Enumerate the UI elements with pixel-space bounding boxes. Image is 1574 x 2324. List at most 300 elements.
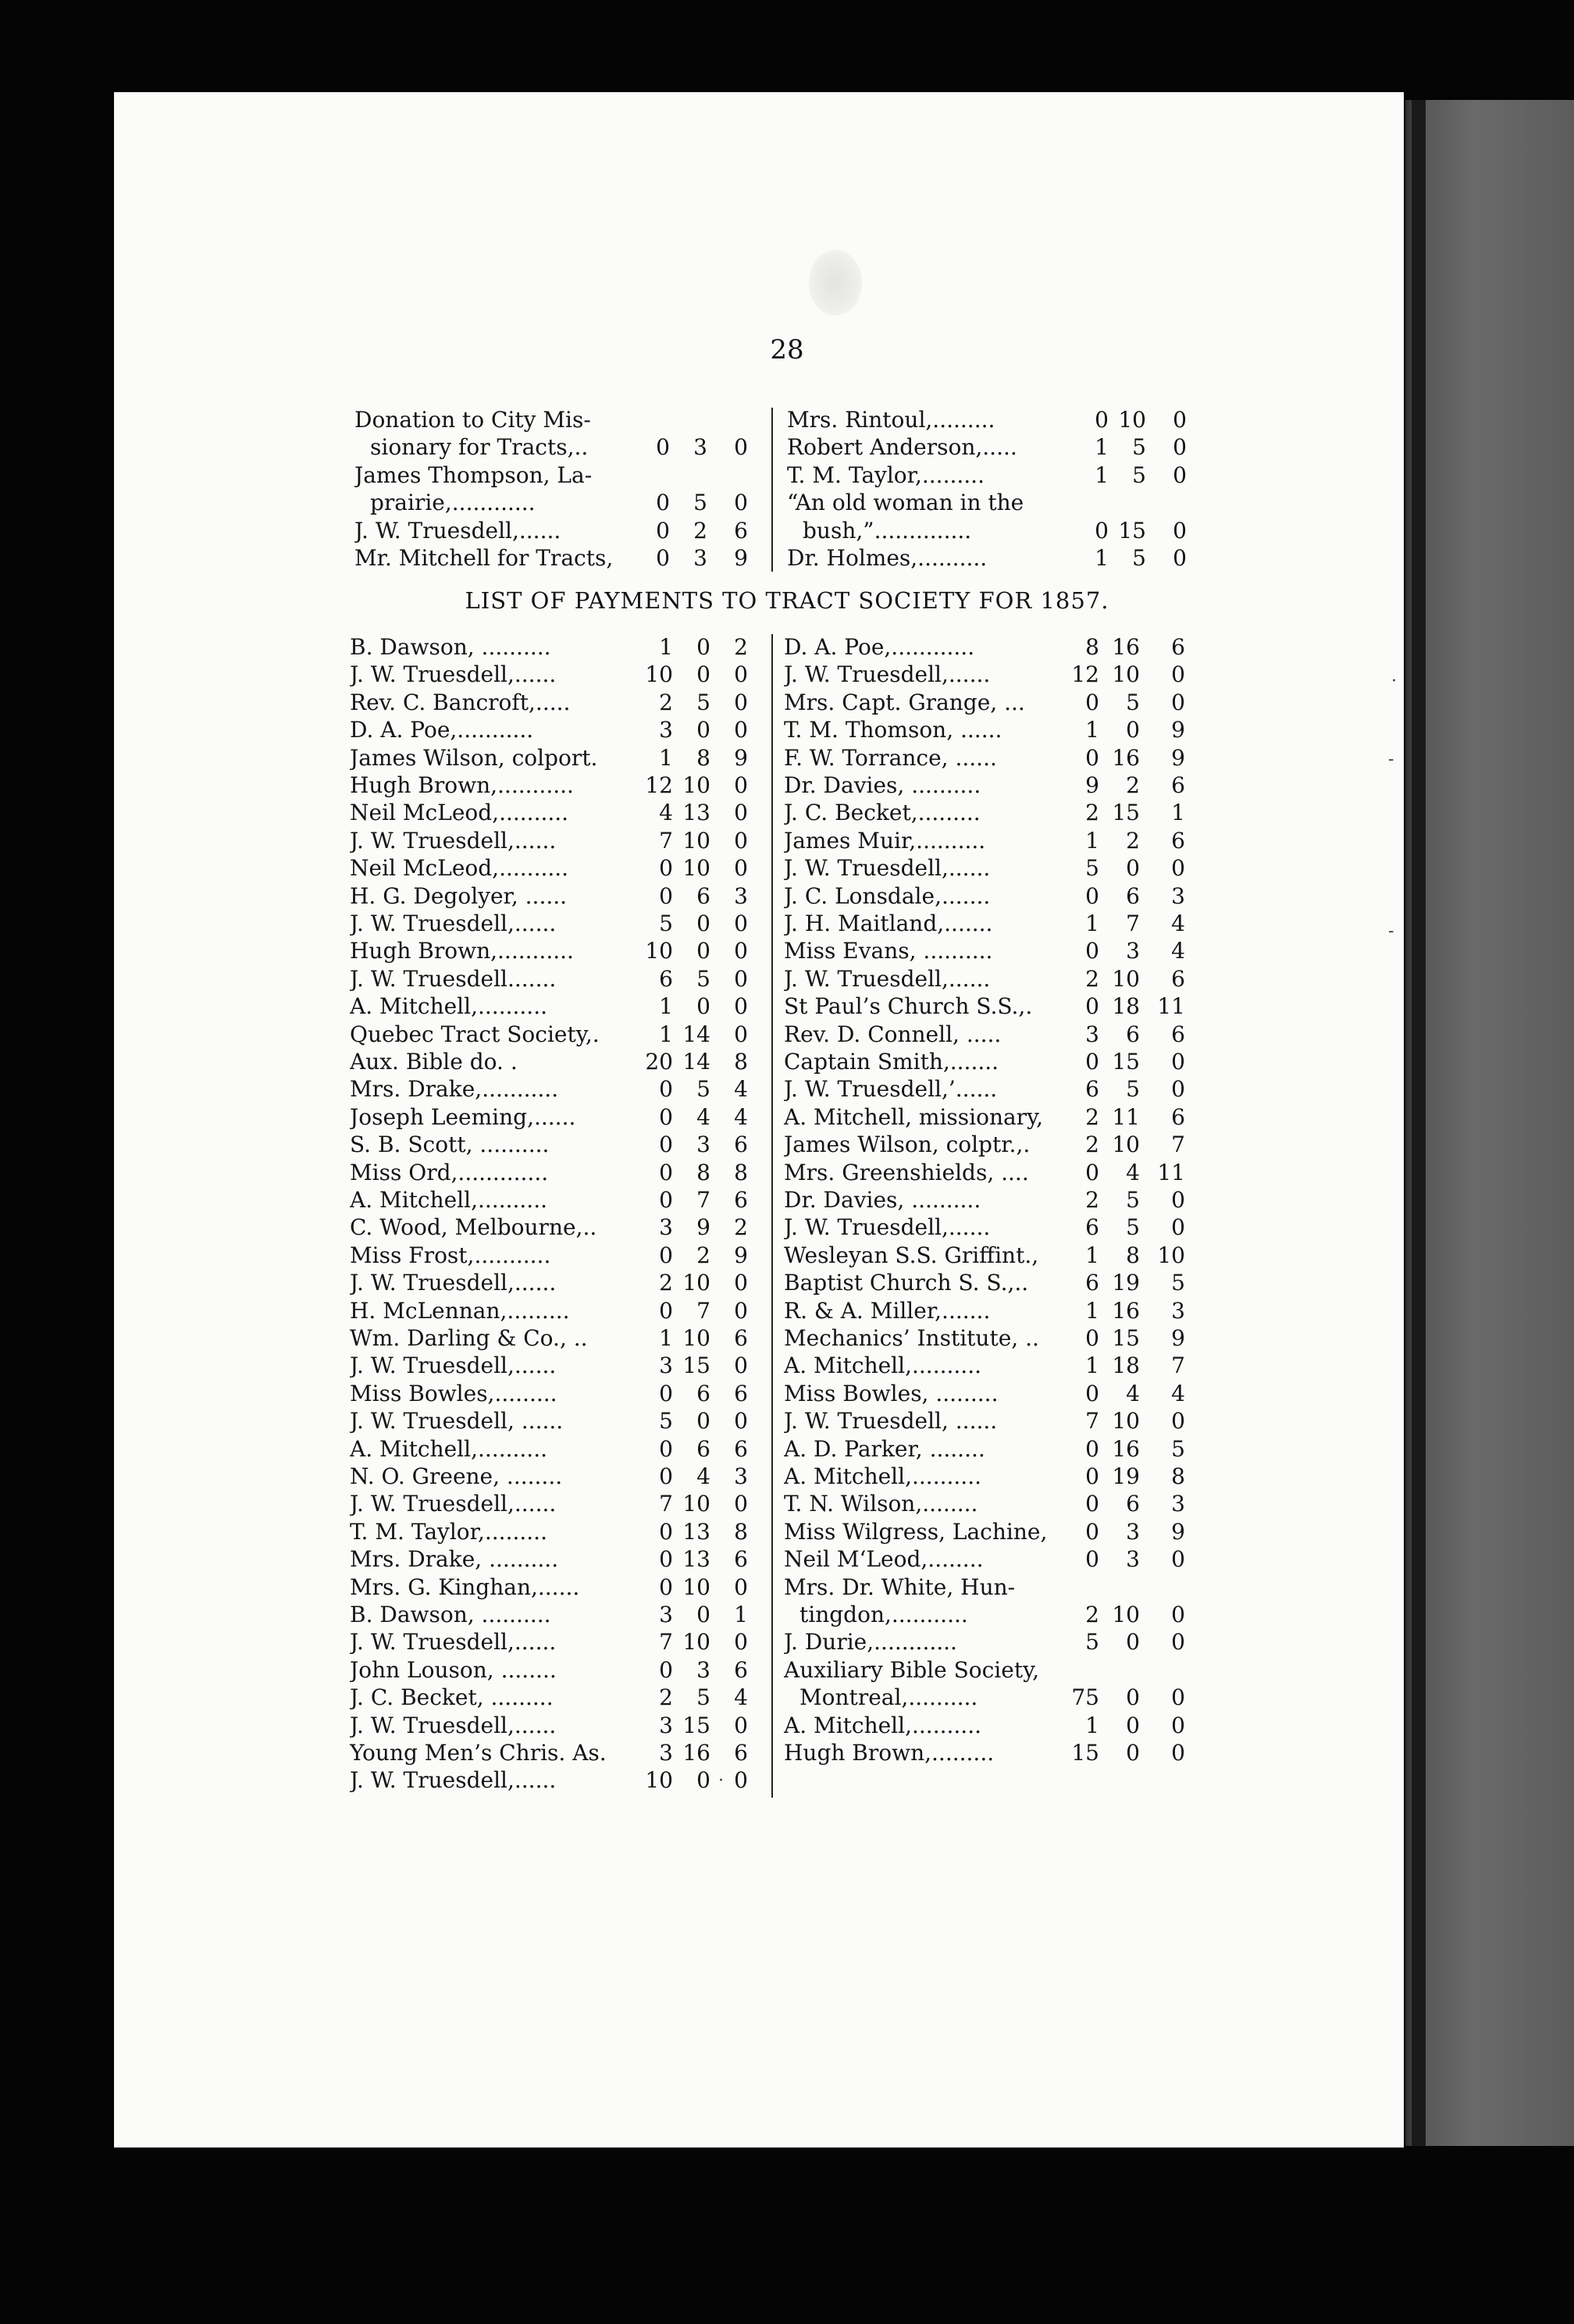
entry-line [350, 993, 754, 1021]
pence-value: 3 [1171, 882, 1185, 909]
entry-name: Neil McLeod,.......... [350, 800, 569, 826]
pence-value: 6 [1171, 1021, 1185, 1047]
pounds-value: 0 [1085, 1049, 1099, 1075]
pence-value: 6 [734, 1740, 748, 1766]
pence-value: 0 [734, 1297, 748, 1324]
pounds-value: 0 [656, 490, 670, 516]
pounds-value: 1 [1085, 1242, 1099, 1268]
pounds-value: 0 [1085, 1518, 1099, 1545]
entry-name: J. W. Truesdell,...... [350, 1629, 557, 1656]
entry-name: T. M. Thomson, ...... [784, 717, 1002, 743]
pounds-value: 1 [659, 1325, 673, 1351]
pence-value: 4 [1171, 938, 1185, 964]
shillings-value: 15 [682, 1712, 710, 1738]
pounds-value: 5 [1085, 855, 1099, 882]
shillings-value: 9 [696, 1214, 710, 1241]
pence-value: 0 [734, 661, 748, 688]
pence-value: 0 [1171, 1049, 1185, 1075]
paper-stain [809, 250, 862, 315]
pounds-value: 0 [1095, 407, 1109, 433]
pence-value: 9 [1171, 744, 1185, 771]
shillings-value: 15 [1118, 517, 1146, 544]
entry-name: J. W. Truesdell,...... [350, 1712, 557, 1738]
pence-value: 11 [1157, 1159, 1185, 1185]
shillings-value: 5 [696, 1076, 710, 1103]
entry-name: Mrs. Dr. White, Hun- [784, 1574, 1016, 1600]
entry-name: Mrs. G. Kinghan,...... [350, 1574, 580, 1600]
pounds-value: 5 [659, 1408, 673, 1435]
pounds-value: 2 [659, 1270, 673, 1296]
pence-value: 0 [734, 1408, 748, 1435]
pence-value: 8 [734, 1518, 748, 1545]
pounds-value: 0 [659, 1656, 673, 1683]
shillings-value: 16 [682, 1740, 710, 1766]
shillings-value: 16 [1112, 744, 1140, 771]
entry-name: “An old woman in the [787, 490, 1024, 516]
shillings-value: 8 [696, 744, 710, 771]
shillings-value: 3 [1126, 938, 1140, 964]
entry-line [784, 910, 1191, 938]
pence-value: 2 [734, 634, 748, 660]
entry-name: Miss Bowles,......... [350, 1380, 557, 1406]
entry-name: bush,”.............. [803, 517, 972, 544]
pounds-value: 0 [1085, 1380, 1099, 1406]
pounds-value: 6 [1085, 1076, 1099, 1103]
pence-value: 4 [734, 1103, 748, 1130]
pence-value: 6 [1171, 1103, 1185, 1130]
pounds-value: 2 [659, 689, 673, 715]
pounds-value: 1 [659, 993, 673, 1020]
shillings-value: 10 [682, 1491, 710, 1517]
pounds-value: 9 [1085, 772, 1099, 798]
column-divider-donations [771, 408, 773, 572]
pounds-value: 0 [1085, 1463, 1099, 1489]
entry-line [350, 716, 754, 744]
shillings-value: 2 [1126, 827, 1140, 854]
entry-name: J. W. Truesdell,...... [350, 1767, 557, 1794]
entry-name: C. Wood, Melbourne,.. [350, 1214, 597, 1241]
pounds-value: 12 [1071, 661, 1099, 688]
shillings-value: 10 [682, 1629, 710, 1656]
pence-value: 0 [734, 434, 748, 461]
entry-line [350, 882, 754, 911]
shillings-value: 10 [1112, 1408, 1140, 1435]
pounds-value: 0 [659, 1103, 673, 1130]
pounds-value: 3 [659, 717, 673, 743]
pounds-value: 1 [1095, 545, 1109, 571]
shillings-value: 10 [682, 772, 710, 798]
pence-value: 4 [734, 1076, 748, 1103]
entry-line [350, 1463, 754, 1491]
pounds-value: 0 [659, 1297, 673, 1324]
pounds-value: 0 [1085, 744, 1099, 771]
entry-name: J. W. Truesdell,...... [354, 517, 561, 544]
shillings-value: 15 [1112, 1325, 1140, 1351]
entry-name: Montreal,.......... [799, 1684, 978, 1711]
shillings-value: 10 [682, 1574, 710, 1600]
entry-line [784, 1159, 1191, 1187]
shillings-value: 5 [1126, 689, 1140, 715]
shillings-value: 3 [1126, 1518, 1140, 1545]
entry-line [350, 1574, 754, 1602]
entry-name: J. W. Truesdell,...... [784, 661, 991, 688]
pence-value: 1 [1171, 800, 1185, 826]
shillings-value: 3 [693, 545, 707, 571]
shillings-value: 16 [1112, 1435, 1140, 1462]
pounds-value: 0 [659, 1242, 673, 1268]
entry-name: J. H. Maitland,....... [784, 911, 993, 936]
pounds-value: 0 [659, 1435, 673, 1462]
entry-line [350, 633, 754, 661]
entry-name: Mrs. Capt. Grange, ... [784, 689, 1025, 715]
shillings-value: 7 [696, 1187, 710, 1213]
entry-line [784, 827, 1191, 855]
pence-value: 0 [734, 772, 748, 798]
entry-line [784, 1435, 1191, 1463]
entry-name: J. C. Becket,......... [784, 800, 981, 826]
pence-value: 0 [734, 855, 748, 882]
shillings-value: 7 [1126, 911, 1140, 936]
entry-name: J. W. Truesdell,...... [350, 1353, 557, 1379]
entry-name: Neil McLeod,.......... [350, 855, 569, 882]
shillings-value: 10 [682, 855, 710, 882]
entry-line [350, 1712, 754, 1740]
shillings-value: 10 [1112, 965, 1140, 992]
shillings-value: 16 [1112, 634, 1140, 660]
entry-name: James Thompson, La- [354, 462, 593, 488]
pounds-value: 1 [659, 634, 673, 660]
pence-value: 0 [734, 717, 748, 743]
entry-line [784, 1518, 1191, 1546]
pounds-value: 0 [659, 882, 673, 909]
pounds-value: 3 [1085, 1021, 1099, 1047]
pounds-value: 6 [659, 965, 673, 992]
entry-line [784, 1712, 1191, 1740]
entry-line [350, 937, 754, 965]
entry-line [787, 489, 1193, 517]
entry-name: Mrs. Rintoul,......... [787, 407, 995, 433]
pounds-value: 3 [659, 1602, 673, 1627]
shillings-value: 5 [696, 689, 710, 715]
entry-line [350, 744, 754, 772]
pounds-value: 0 [659, 1380, 673, 1406]
entry-line [350, 1021, 754, 1049]
shillings-value: 0 [1126, 717, 1140, 743]
pounds-value: 1 [1085, 911, 1099, 936]
shillings-value: 0 [1126, 1712, 1140, 1738]
entry-line [350, 1214, 754, 1242]
pence-value: 0 [1173, 545, 1187, 571]
entry-line [784, 1407, 1191, 1435]
entry-line [350, 1131, 754, 1159]
shillings-value: 0 [696, 717, 710, 743]
shillings-value: 10 [1112, 1602, 1140, 1627]
entry-line [784, 1131, 1191, 1159]
margin-mark: - [1388, 750, 1394, 769]
entry-line [350, 1186, 754, 1214]
pounds-value: 1 [1095, 434, 1109, 461]
shillings-value: 13 [682, 1546, 710, 1573]
pence-value: 0 [1171, 689, 1185, 715]
pounds-value: 2 [1085, 1602, 1099, 1627]
pence-value: 0 [1173, 517, 1187, 544]
entry-line [350, 1297, 754, 1325]
pence-value: 6 [1171, 827, 1185, 854]
entry-line [784, 1574, 1191, 1602]
pence-value: 0 [1171, 1546, 1185, 1573]
pence-value: 0 [734, 800, 748, 826]
pounds-value: 4 [659, 800, 673, 826]
pence-value: 0 [734, 993, 748, 1020]
shillings-value: 8 [1126, 1242, 1140, 1268]
entry-line [350, 772, 754, 800]
entry-name: S. B. Scott, .......... [350, 1132, 550, 1158]
pence-value: 0 [1171, 1602, 1185, 1627]
page-sheet [114, 92, 1404, 2148]
pence-value: 6 [734, 1546, 748, 1573]
entry-line [784, 1075, 1191, 1103]
entry-line [784, 854, 1191, 882]
entry-name: J. C. Lonsdale,....... [784, 882, 991, 909]
entry-name: prairie,............ [370, 490, 536, 516]
entry-line [350, 827, 754, 855]
shillings-value: 2 [693, 517, 707, 544]
shillings-value: 6 [1126, 882, 1140, 909]
pence-value: 6 [734, 1187, 748, 1213]
pence-value: 6 [1171, 634, 1185, 660]
pounds-value: 2 [1085, 965, 1099, 992]
pounds-value: 0 [1085, 882, 1099, 909]
entry-line [784, 633, 1191, 661]
shillings-value: 6 [1126, 1021, 1140, 1047]
shillings-value: 0 [696, 993, 710, 1020]
pounds-value: 6 [1085, 1214, 1099, 1241]
pence-value: 0 [734, 1353, 748, 1379]
pounds-value: 2 [659, 1684, 673, 1711]
entry-name: N. O. Greene, ........ [350, 1463, 563, 1489]
shillings-value: 15 [682, 1353, 710, 1379]
pence-value: 0 [734, 1767, 748, 1794]
shillings-value: 2 [1126, 772, 1140, 798]
entry-name: A. D. Parker, ........ [784, 1435, 985, 1462]
pounds-value: 0 [1085, 1159, 1099, 1185]
entry-name: J. W. Truesdell,...... [784, 965, 991, 992]
pounds-value: 2 [1085, 1103, 1099, 1130]
pence-value: 0 [1171, 855, 1185, 882]
entry-line [370, 433, 770, 462]
shillings-value: 3 [693, 434, 707, 461]
pence-value: 3 [734, 1463, 748, 1489]
entry-name: Auxiliary Bible Society, [784, 1656, 1040, 1683]
pounds-value: 0 [1085, 993, 1099, 1020]
pounds-value: 0 [659, 1463, 673, 1489]
entry-line [784, 716, 1191, 744]
entry-line [784, 661, 1191, 689]
entry-line [803, 517, 1209, 545]
shillings-value: 18 [1112, 993, 1140, 1020]
book-spine [1405, 100, 1574, 2146]
margin-mark: - [1388, 921, 1394, 941]
entry-line [350, 1739, 754, 1767]
entry-name: T. M. Taylor,......... [787, 462, 985, 488]
pounds-value: 0 [656, 545, 670, 571]
entry-line [354, 517, 754, 545]
pence-value: 9 [734, 1242, 748, 1268]
pence-value: 9 [1171, 717, 1185, 743]
shillings-value: 0 [696, 938, 710, 964]
pence-value: 0 [734, 1712, 748, 1738]
pounds-value: 0 [1085, 938, 1099, 964]
shillings-value: 6 [696, 882, 710, 909]
entry-line [784, 1048, 1191, 1076]
shillings-value: 5 [696, 1684, 710, 1711]
entry-name: J. W. Truesdell,’...... [784, 1076, 998, 1103]
pounds-value: 7 [1085, 1408, 1099, 1435]
pence-value: 0 [734, 689, 748, 715]
entry-line [354, 406, 754, 434]
shillings-value: 6 [696, 1435, 710, 1462]
pence-value: 7 [1171, 1353, 1185, 1379]
shillings-value: 10 [1112, 661, 1140, 688]
entry-line [350, 1048, 754, 1076]
entry-name: John Louson, ........ [350, 1656, 557, 1683]
entry-name: Miss Ord,............. [350, 1159, 549, 1185]
entry-name: J. W. Truesdell,...... [784, 855, 991, 882]
entry-name: Miss Wilgress, Lachine, [784, 1518, 1048, 1545]
entry-name: Dr. Davies, .......... [784, 772, 981, 798]
entry-line [784, 1214, 1191, 1242]
pence-value: 7 [1171, 1132, 1185, 1158]
entry-name: Wesleyan S.S. Griffint., [784, 1242, 1039, 1268]
entry-line [350, 1766, 754, 1795]
entry-name: T. N. Wilson,........ [784, 1491, 978, 1517]
shillings-value: 10 [682, 1325, 710, 1351]
pounds-value: 8 [1085, 634, 1099, 660]
entry-name: J. Durie,............ [784, 1629, 957, 1656]
margin-mark: · [718, 1771, 724, 1791]
shillings-value: 5 [1126, 1187, 1140, 1213]
shillings-value: 14 [682, 1049, 710, 1075]
pounds-value: 0 [1085, 1435, 1099, 1462]
pence-value: 3 [1171, 1491, 1185, 1517]
entry-name: A. Mitchell, missionary, [784, 1103, 1044, 1130]
entry-line [784, 689, 1191, 717]
pence-value: 9 [734, 744, 748, 771]
pounds-value: 20 [645, 1049, 673, 1075]
entry-line [784, 1269, 1191, 1297]
entry-name: J. W. Truesdell....... [350, 965, 557, 992]
shillings-value: 0 [696, 911, 710, 936]
entry-name: A. Mitchell,.......... [784, 1463, 981, 1489]
entry-name: J. W. Truesdell, ...... [350, 1408, 564, 1435]
entry-name: R. & A. Miller,....... [784, 1297, 991, 1324]
entry-line [350, 1628, 754, 1656]
pounds-value: 0 [659, 1076, 673, 1103]
entry-line [784, 1463, 1191, 1491]
pence-value: 10 [1157, 1242, 1185, 1268]
pence-value: 0 [1171, 1712, 1185, 1738]
pence-value: 0 [1171, 1076, 1185, 1103]
entry-line [784, 1739, 1191, 1767]
pounds-value: 0 [659, 1574, 673, 1600]
entry-name: B. Dawson, .......... [350, 634, 551, 660]
pence-value: 8 [734, 1049, 748, 1075]
shillings-value: 10 [1118, 407, 1146, 433]
entry-name: Dr. Davies, .......... [784, 1187, 981, 1213]
shillings-value: 0 [696, 1408, 710, 1435]
pounds-value: 75 [1071, 1684, 1099, 1711]
pence-value: 6 [734, 1132, 748, 1158]
pounds-value: 1 [1085, 1353, 1099, 1379]
shillings-value: 5 [693, 490, 707, 516]
shillings-value: 15 [1112, 1049, 1140, 1075]
pounds-value: 0 [659, 1546, 673, 1573]
entry-name: D. A. Poe,........... [350, 717, 534, 743]
entry-name: J. W. Truesdell,...... [350, 661, 557, 688]
entry-name: sionary for Tracts,.. [370, 434, 589, 461]
pence-value: 5 [1171, 1270, 1185, 1296]
entry-line [784, 937, 1191, 965]
entry-line [350, 1435, 754, 1463]
pence-value: 0 [734, 1491, 748, 1517]
entry-name: Hugh Brown,......... [784, 1740, 995, 1766]
pence-value: 3 [1171, 1297, 1185, 1324]
entry-line [784, 1380, 1191, 1408]
pence-value: 0 [1171, 1740, 1185, 1766]
shillings-value: 3 [1126, 1546, 1140, 1573]
entry-name: D. A. Poe,............ [784, 634, 975, 660]
entry-line [350, 689, 754, 717]
entry-line [350, 1490, 754, 1518]
entry-name: A. Mitchell,.......... [350, 1187, 547, 1213]
shillings-value: 18 [1112, 1353, 1140, 1379]
pence-value: 0 [734, 965, 748, 992]
entry-line [350, 1352, 754, 1380]
pounds-value: 3 [659, 1712, 673, 1738]
entry-name: Neil M‘Leod,........ [784, 1546, 984, 1573]
entry-name: Mr. Mitchell for Tracts, [354, 545, 614, 571]
pounds-value: 1 [1085, 827, 1099, 854]
entry-line [784, 993, 1191, 1021]
entry-name: J. W. Truesdell,...... [350, 1270, 557, 1296]
pounds-value: 1 [659, 1021, 673, 1047]
pounds-value: 3 [659, 1214, 673, 1241]
pence-value: 6 [734, 1656, 748, 1683]
pounds-value: 0 [1085, 1325, 1099, 1351]
entry-line [784, 1297, 1191, 1325]
pence-value: 6 [734, 517, 748, 544]
entry-line [787, 433, 1193, 462]
shillings-value: 3 [696, 1656, 710, 1683]
entry-name: Rev. C. Bancroft,..... [350, 689, 571, 715]
shillings-value: 13 [682, 1518, 710, 1545]
pence-value: 8 [1171, 1463, 1185, 1489]
entry-line [354, 544, 754, 572]
entry-name: H. McLennan,......... [350, 1297, 570, 1324]
pounds-value: 1 [1085, 717, 1099, 743]
pounds-value: 5 [1085, 1629, 1099, 1656]
entry-name: A. Mitchell,.......... [350, 993, 547, 1020]
pounds-value: 7 [659, 1491, 673, 1517]
entry-line [787, 544, 1193, 572]
margin-mark: · [1391, 672, 1397, 691]
entry-name: Joseph Leeming,...... [350, 1103, 576, 1130]
entry-name: Robert Anderson,..... [787, 434, 1017, 461]
pounds-value: 0 [656, 517, 670, 544]
entry-name: James Wilson, colport. [350, 744, 598, 771]
shillings-value: 3 [696, 1132, 710, 1158]
entry-line [354, 462, 754, 490]
